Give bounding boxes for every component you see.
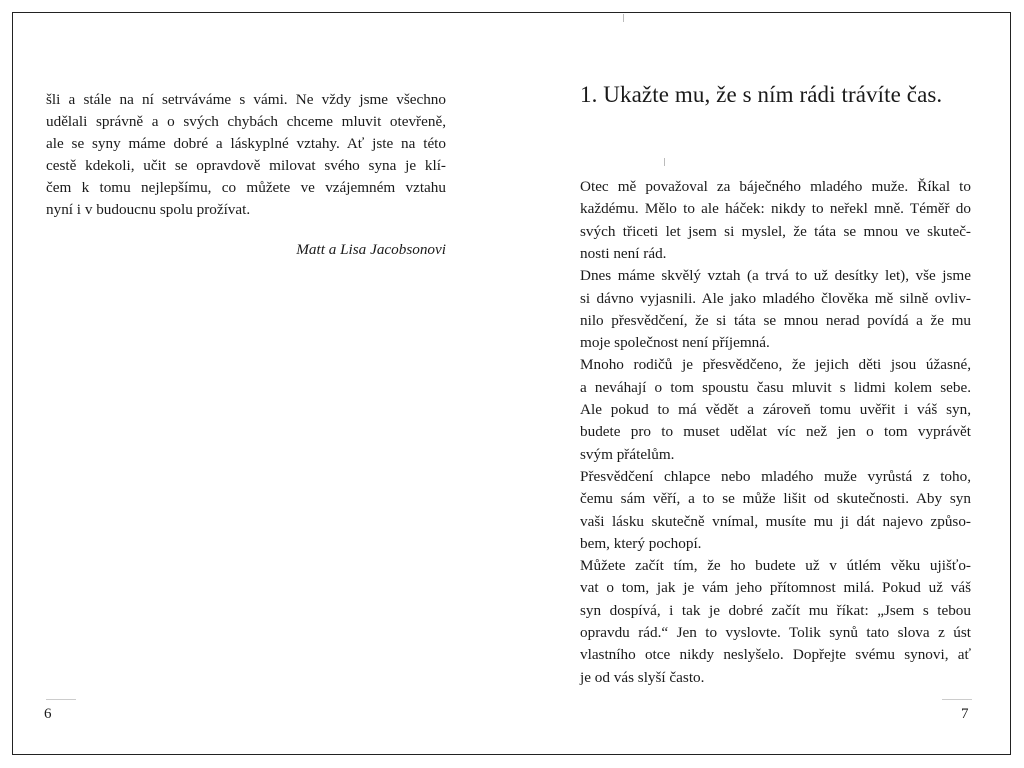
- text-line: Otec mě považoval za báječného mladého muže. Říkal to: [580, 178, 971, 195]
- text-line: Ale pokud to má vědět a zároveň tomu uvěřit i váš syn,: [580, 401, 971, 418]
- text-line: Můžete začít tím, že ho budete už v útlém věku ujišťo-: [580, 557, 971, 575]
- text-line: nosti není rád.: [580, 244, 667, 262]
- text-line: moje společnost není příjemná.: [580, 334, 770, 352]
- text-line: cestě kdekoli, učit se opravdově milovat svého syna je klí-: [46, 157, 446, 174]
- text-line: vaši lásku skutečně vnímal, musíte mu ji dát najevo způso-: [580, 512, 971, 530]
- text-line: každému. Mělo to ale háček: nikdy to neřekl mně. Téměř do: [580, 200, 971, 218]
- page-number-right: 7: [961, 706, 969, 722]
- chapter-heading: 1. Ukažte mu, že s ním rádi trávíte čas.: [580, 82, 943, 107]
- text-line: svým přátelům.: [580, 445, 675, 463]
- text-line: je od vás slyší často.: [580, 668, 705, 686]
- right-page: [580, 0, 971, 768]
- text-line: nilo přesvědčení, že si táta se mnou nerad povídá a že mu: [580, 311, 971, 329]
- text-line: čemu sám věří, a to se může lišit od skutečnosti. Aby syn: [580, 490, 971, 508]
- text-line: Dnes máme skvělý vztah (a trvá to už desítky let), vše jsme: [580, 267, 971, 285]
- text-line: bem, který pochopí.: [580, 534, 702, 552]
- text-line: Přesvědčení chlapce nebo mladého muže vyrůstá z toho,: [580, 467, 971, 485]
- author-signature: Matt a Lisa Jacobsonovi: [296, 241, 446, 258]
- text-line: si dávno vyjasnili. Ale jako mladého člověka mě silně ovliv-: [580, 289, 971, 307]
- text-line: čem k tomu nejlepšímu, co můžete ve vzájemném vztahu: [46, 179, 446, 196]
- text-line: budete pro to muset udělat víc než jen o tom vyprávět: [580, 423, 971, 441]
- text-line: vat o tom, jak je vám jeho přítomnost milá. Pokud už váš: [580, 579, 971, 597]
- footer-rule: [46, 699, 76, 700]
- page-number-left: 6: [44, 706, 52, 722]
- text-line: opravdu rád.“ Jen to vyslovte. Tolik synů tato slova z úst: [580, 624, 971, 641]
- text-line: udělali správně a o svých chybách chceme mluvit otevřeně,: [46, 113, 446, 130]
- left-page: [46, 0, 446, 768]
- text-line: nyní i v budoucnu spolu prožívat.: [46, 201, 251, 218]
- footer-rule: [942, 699, 972, 700]
- text-line: a neváhají o tom spoustu času mluvit s lidmi kolem sebe.: [580, 378, 971, 396]
- text-line: syn dospívá, i tak je dobré začít mu říkat: „Jsem s tebou: [580, 601, 971, 619]
- text-line: vlastního otce nikdy neslyšelo. Dopřejte svému synovi, ať: [580, 646, 971, 664]
- text-line: svých třiceti let jsem si myslel, že táta se mnou ve skuteč-: [580, 222, 971, 240]
- text-line: šli a stále na ní setrváváme s vámi. Ne vždy jsme všechno: [46, 91, 446, 108]
- text-line: ale se syny máme dobré a láskyplné vztahy. Ať jste na této: [46, 135, 446, 152]
- text-line: Mnoho rodičů je přesvědčeno, že jejich děti jsou úžasné,: [580, 356, 971, 374]
